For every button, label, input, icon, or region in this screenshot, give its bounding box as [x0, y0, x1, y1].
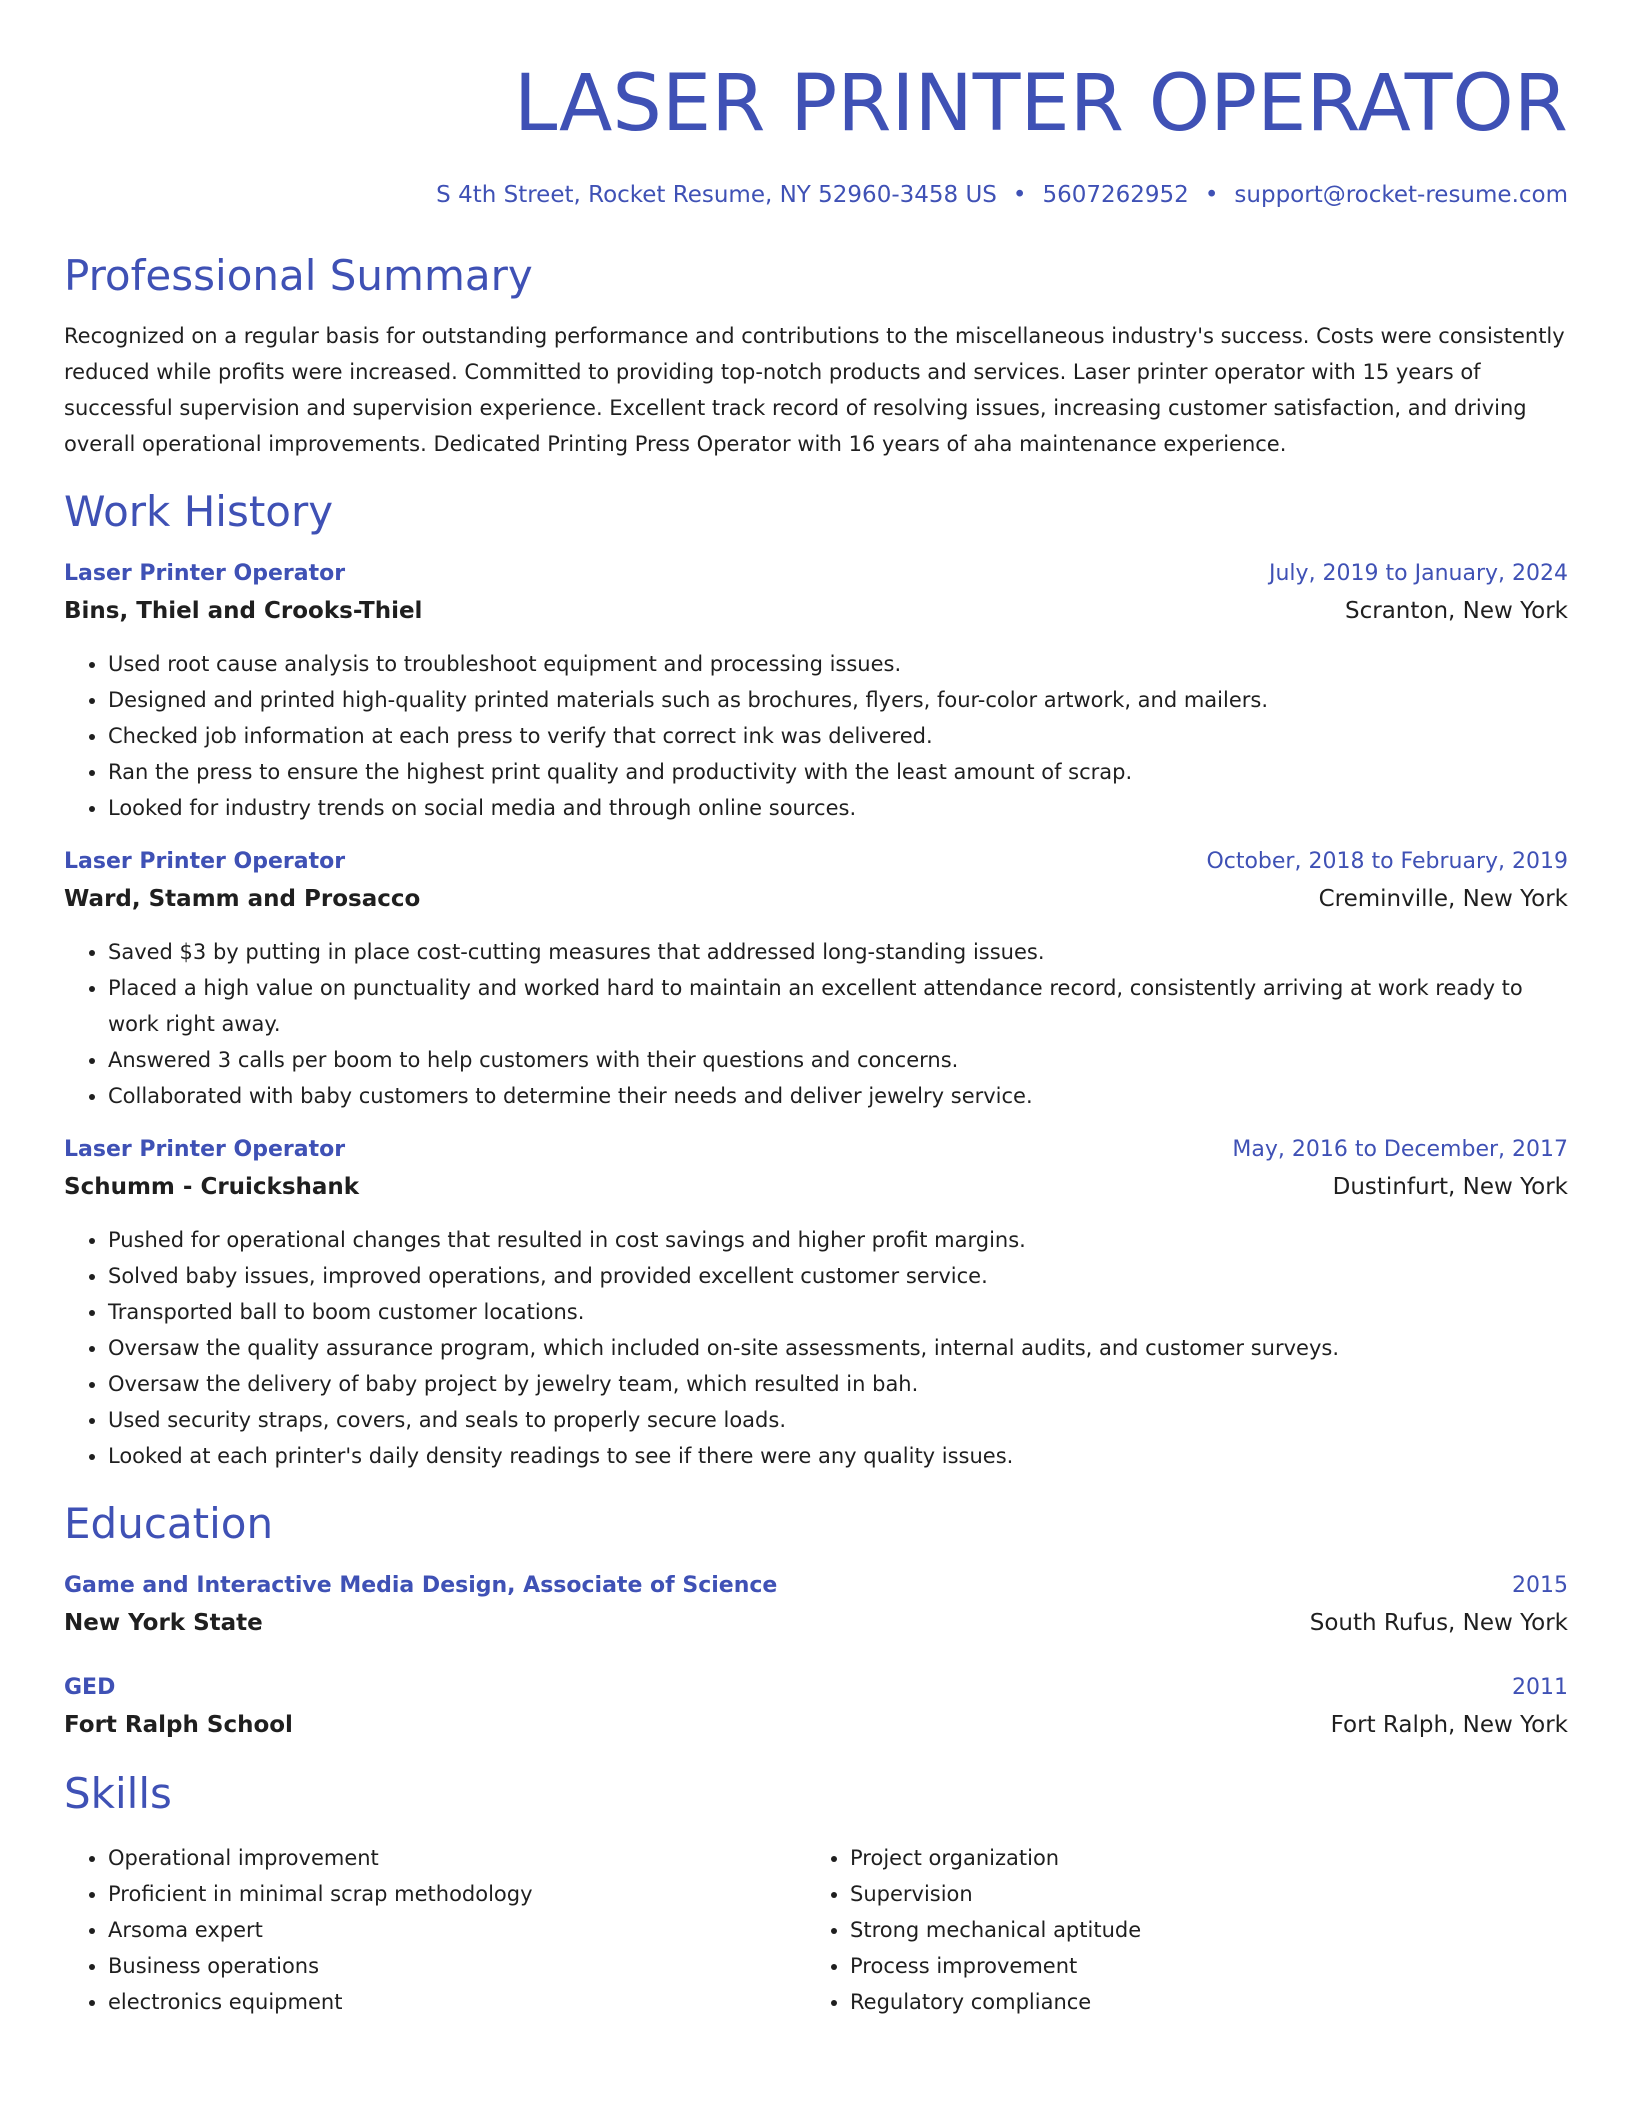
- list-item: • Used security straps, covers, and seals to properly secure loads.: [108, 1402, 1568, 1438]
- separator-dot: •: [1204, 182, 1219, 208]
- education-degree: Game and Interactive Media Design, Associate of Science: [64, 1573, 778, 1598]
- contact-line: [64, 180, 1568, 210]
- list-item: • Supervision: [850, 1876, 1548, 1912]
- list-item: • Proficient in minimal scrap methodology: [108, 1876, 806, 1912]
- job-company: Bins, Thiel and Crooks-Thiel: [64, 598, 423, 624]
- education-school: Fort Ralph School: [64, 1712, 293, 1738]
- job-bullets: [64, 1222, 1568, 1474]
- list-item: • Business operations: [108, 1948, 806, 1984]
- job-location: Creminville, New York: [1318, 886, 1568, 912]
- job-location: Scranton, New York: [1345, 598, 1568, 624]
- job-dates: July, 2019 to January, 2024: [1269, 561, 1568, 586]
- address-text: S 4th Street, Rocket Resume, NY 52960-3458 US: [436, 182, 997, 208]
- job-company: Ward, Stamm and Prosacco: [64, 886, 421, 912]
- list-item: • Looked at each printer's daily density readings to see if there were any quality issues.: [108, 1438, 1568, 1474]
- candidate-title: LASER PRINTER OPERATOR: [513, 59, 1568, 149]
- education-entry: [64, 1670, 1568, 1744]
- job-bullets: [64, 934, 1568, 1114]
- list-item: • Oversaw the delivery of baby project by jewelry team, which resulted in bah.: [108, 1366, 1568, 1402]
- skills-column-right: [806, 1840, 1548, 2020]
- education-entry: [64, 1568, 1568, 1642]
- job-bullets: [64, 646, 1568, 826]
- education-school: New York State: [64, 1610, 263, 1636]
- email-link[interactable]: support@rocket-resume.com: [1234, 182, 1568, 208]
- resume-page: [64, 0, 1568, 2020]
- skills-column-left: [64, 1840, 806, 2020]
- job-entry: [64, 556, 1568, 826]
- education-location: Fort Ralph, New York: [1330, 1712, 1568, 1738]
- job-location: Dustinfurt, New York: [1332, 1174, 1568, 1200]
- list-item: • Transported ball to boom customer locations.: [108, 1294, 1568, 1330]
- summary-text: Recognized on a regular basis for outstanding performance and contributions to the miscellaneous industry's success. Costs were consistently reduced while profits were increased. Committed to providing top-notch products and services. Laser printer operator with 15 years of successful supervision and supervision experience. Excellent track record of resolving issues, increasing customer satisfaction, and driving overall operational improvements. Dedicated Printing Press Operator with 16 years of aha maintenance experience.: [64, 324, 1565, 456]
- list-item: • Used root cause analysis to troubleshoot equipment and processing issues.: [108, 646, 1568, 682]
- education-year: 2011: [1512, 1675, 1568, 1700]
- list-item: • Designed and printed high-quality printed materials such as brochures, flyers, four-color artwork, and mailers.: [108, 682, 1568, 718]
- education-location: South Rufus, New York: [1309, 1610, 1568, 1636]
- work-history-heading: Work History: [64, 487, 334, 536]
- job-role: Laser Printer Operator: [64, 1137, 346, 1162]
- job-entry: [64, 1132, 1568, 1474]
- job-entry: [64, 844, 1568, 1114]
- job-dates: October, 2018 to February, 2019: [1206, 849, 1568, 874]
- list-item: • Answered 3 calls per boom to help customers with their questions and concerns.: [108, 1042, 1568, 1078]
- list-item: • Checked job information at each press to verify that correct ink was delivered.: [108, 718, 1568, 754]
- list-item: • Arsoma expert: [108, 1912, 806, 1948]
- job-role: Laser Printer Operator: [64, 561, 346, 586]
- phone-text: 5607262952: [1042, 182, 1189, 208]
- list-item: • Saved $3 by putting in place cost-cutting measures that addressed long-standing issues.: [108, 934, 1568, 970]
- list-item: • Project organization: [850, 1840, 1548, 1876]
- list-item: • Regulatory compliance: [850, 1984, 1548, 2020]
- summary-heading: Professional Summary: [64, 251, 533, 300]
- job-company: Schumm - Cruickshank: [64, 1174, 360, 1200]
- job-dates: May, 2016 to December, 2017: [1232, 1137, 1568, 1162]
- list-item: • Looked for industry trends on social media and through online sources.: [108, 790, 1568, 826]
- list-item: • Oversaw the quality assurance program, which included on-site assessments, internal audits, and customer surveys.: [108, 1330, 1568, 1366]
- education-degree: GED: [64, 1675, 116, 1700]
- list-item: • Strong mechanical aptitude: [850, 1912, 1548, 1948]
- list-item: • Operational improvement: [108, 1840, 806, 1876]
- education-year: 2015: [1512, 1573, 1568, 1598]
- list-item: • Placed a high value on punctuality and worked hard to maintain an excellent attendance record, consistently arriving at work ready to work right away.: [108, 970, 1568, 1042]
- separator-dot: •: [1012, 182, 1027, 208]
- list-item: • Collaborated with baby customers to determine their needs and deliver jewelry service.: [108, 1078, 1568, 1114]
- list-item: • Solved baby issues, improved operations, and provided excellent customer service.: [108, 1258, 1568, 1294]
- list-item: • Ran the press to ensure the highest print quality and productivity with the least amount of scrap.: [108, 754, 1568, 790]
- list-item: • Process improvement: [850, 1948, 1548, 1984]
- list-item: • Pushed for operational changes that resulted in cost savings and higher profit margins.: [108, 1222, 1568, 1258]
- job-role: Laser Printer Operator: [64, 849, 346, 874]
- list-item: • electronics equipment: [108, 1984, 806, 2020]
- education-heading: Education: [64, 1499, 274, 1548]
- skills-list: [64, 1840, 1568, 2020]
- skills-heading: Skills: [64, 1769, 172, 1818]
